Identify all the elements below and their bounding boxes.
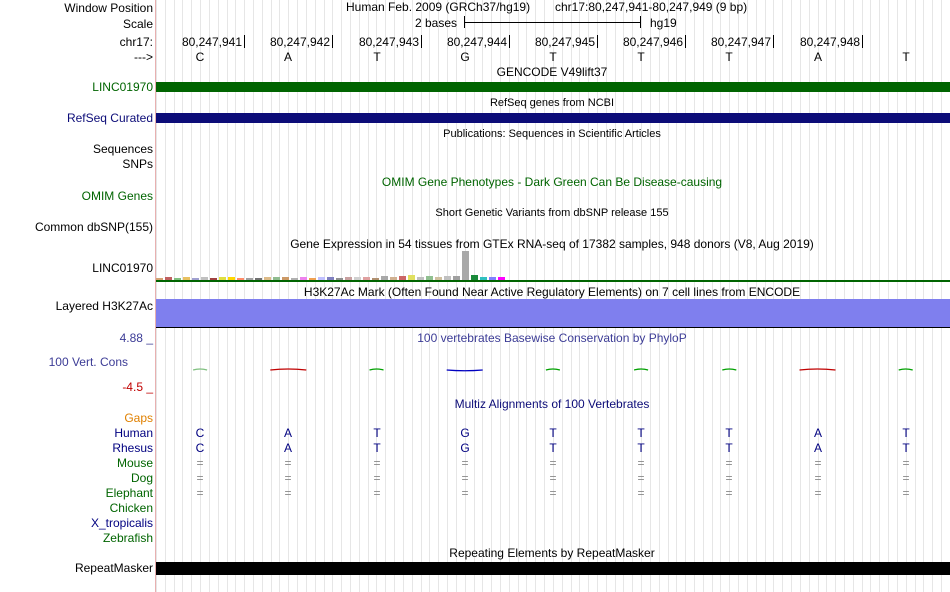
strand-label: --->	[134, 50, 153, 64]
species-label[interactable]: Chicken	[109, 501, 153, 515]
phylop-base-score	[634, 369, 648, 370]
reference-base: T	[902, 50, 910, 64]
snps-label[interactable]: SNPs	[122, 157, 153, 171]
ruler-coordinate: 80,247,945	[534, 35, 595, 49]
phylop-track-label[interactable]: 100 Vert. Cons	[48, 355, 128, 369]
species-base: =	[637, 456, 645, 470]
gtex-expression-bars[interactable]	[156, 251, 950, 280]
species-label[interactable]: Dog	[130, 471, 153, 485]
phylop-min-label: -4.5 _	[122, 380, 153, 394]
reference-base: T	[725, 50, 733, 64]
species-base: C	[195, 441, 205, 455]
phylop-base-score	[193, 369, 207, 370]
omim-track-label[interactable]: OMIM Genes	[81, 189, 153, 203]
gaps-label[interactable]: Gaps	[124, 411, 153, 425]
h3k27ac-signal[interactable]	[156, 299, 950, 327]
gtex-tissue-bar[interactable]	[462, 251, 469, 280]
phylop-max-label: 4.88 _	[119, 331, 153, 345]
ruler-coordinate: 80,247,946	[622, 35, 683, 49]
chrom-label: chr17:	[119, 35, 153, 49]
species-base: T	[902, 441, 910, 455]
refseq-track-label[interactable]: RefSeq Curated	[66, 111, 153, 125]
species-base: T	[373, 441, 381, 455]
species-base: =	[196, 471, 204, 485]
species-base: =	[284, 471, 292, 485]
species-base: T	[637, 441, 645, 455]
repeatmasker-track-label[interactable]: RepeatMasker	[74, 561, 153, 575]
species-base: =	[284, 456, 292, 470]
species-base: =	[284, 486, 292, 500]
ruler-coordinate: 80,247,942	[269, 35, 330, 49]
window-position-label: Window Position	[64, 1, 153, 15]
species-base: T	[902, 426, 910, 440]
phylop-base-score	[447, 370, 483, 371]
species-base: =	[637, 471, 645, 485]
gencode-track-title: GENCODE V49lift37	[496, 65, 608, 79]
species-base: =	[196, 456, 204, 470]
species-base: =	[902, 456, 910, 470]
phylop-base-score	[800, 369, 836, 370]
species-base: =	[902, 486, 910, 500]
phylop-base-score	[546, 369, 560, 370]
species-base: =	[373, 471, 381, 485]
species-base: A	[813, 441, 823, 455]
species-base: A	[813, 426, 823, 440]
species-base: =	[725, 471, 733, 485]
ruler-coordinate: 80,247,947	[710, 35, 771, 49]
h3k27ac-baseline	[156, 327, 950, 328]
species-base: =	[549, 486, 557, 500]
species-label[interactable]: X_tropicalis	[90, 516, 153, 530]
species-base: G	[460, 426, 470, 440]
scale-bar-right-tick	[640, 16, 641, 28]
species-label[interactable]: Zebrafish	[102, 531, 153, 545]
gencode-track-label[interactable]: LINC01970	[92, 80, 153, 94]
ruler-coordinate: 80,247,941	[181, 35, 242, 49]
repeatmasker-element[interactable]	[156, 562, 950, 575]
species-base: =	[902, 471, 910, 485]
species-base: =	[814, 471, 822, 485]
sequences-label[interactable]: Sequences	[92, 142, 153, 156]
ruler-tick	[862, 35, 863, 48]
dbsnp-track-title: Short Genetic Variants from dbSNP release 155	[435, 207, 669, 219]
scale-bar-text: 2 bases	[415, 16, 458, 30]
omim-track-title: OMIM Gene Phenotypes - Dark Green Can Be Disease-causing	[381, 175, 723, 189]
species-base: G	[460, 441, 470, 455]
species-base: =	[725, 486, 733, 500]
phylop-plot	[156, 363, 950, 377]
species-base: =	[549, 456, 557, 470]
dbsnp-track-label[interactable]: Common dbSNP(155)	[34, 220, 153, 234]
species-base: =	[196, 486, 204, 500]
refseq-track-title: RefSeq genes from NCBI	[489, 97, 615, 109]
species-base: T	[549, 426, 557, 440]
phylop-base-score	[370, 369, 384, 370]
ruler-coordinate: 80,247,944	[446, 35, 507, 49]
species-base: =	[814, 486, 822, 500]
scale-label: Scale	[122, 17, 153, 31]
phylop-track-title: 100 vertebrates Basewise Conservation by PhyloP	[417, 331, 687, 345]
gencode-gene-bar[interactable]	[156, 82, 950, 92]
species-base: =	[814, 456, 822, 470]
scale-bar-line	[464, 22, 641, 23]
gtex-track-label[interactable]: LINC01970	[92, 261, 153, 275]
species-base: =	[461, 486, 469, 500]
publications-track-title: Publications: Sequences in Scientific Articles	[443, 128, 661, 140]
species-label[interactable]: Mouse	[116, 456, 153, 470]
phylop-base-score	[270, 369, 306, 370]
species-base: =	[549, 471, 557, 485]
phylop-base-score	[722, 369, 736, 370]
species-base: =	[373, 456, 381, 470]
ruler-coordinate: 80,247,948	[799, 35, 860, 49]
reference-base: A	[813, 50, 823, 64]
species-base: A	[283, 441, 293, 455]
reference-base: G	[460, 50, 470, 64]
gtex-track-title: Gene Expression in 54 tissues from GTEx RNA-seq of 17382 samples, 948 donors (V8, Aug 2019)	[290, 237, 814, 251]
repeatmasker-track-title: Repeating Elements by RepeatMasker	[449, 546, 655, 560]
reference-base: T	[637, 50, 645, 64]
species-label[interactable]: Rhesus	[112, 441, 153, 455]
h3k27ac-track-title: H3K27Ac Mark (Often Found Near Active Regulatory Elements) on 7 cell lines from ENCODE	[303, 285, 801, 299]
species-base: T	[549, 441, 557, 455]
scale-db-text: hg19	[650, 16, 677, 30]
gtex-gene-line	[156, 280, 950, 282]
h3k27ac-track-label[interactable]: Layered H3K27Ac	[55, 299, 153, 313]
species-base: =	[461, 471, 469, 485]
species-base: T	[373, 426, 381, 440]
species-base: A	[283, 426, 293, 440]
species-base: =	[461, 456, 469, 470]
species-base: C	[195, 426, 205, 440]
reference-base: T	[549, 50, 557, 64]
reference-base: T	[373, 50, 381, 64]
species-base: =	[373, 486, 381, 500]
assembly-text: Human Feb. 2009 (GRCh37/hg19)	[346, 0, 531, 14]
species-label[interactable]: Elephant	[105, 486, 153, 500]
species-base: T	[725, 441, 733, 455]
species-label[interactable]: Human	[114, 426, 153, 440]
species-base: =	[725, 456, 733, 470]
refseq-gene-bar[interactable]	[156, 113, 950, 123]
species-base: =	[637, 486, 645, 500]
position-text: chr17:80,247,941-80,247,949 (9 bp)	[555, 0, 748, 14]
phylop-base-score	[899, 369, 913, 370]
species-base: T	[637, 426, 645, 440]
ruler-coordinate: 80,247,943	[358, 35, 419, 49]
phylop-signal[interactable]	[156, 363, 950, 377]
reference-base: C	[195, 50, 205, 64]
reference-base: A	[283, 50, 293, 64]
multiz-track-title: Multiz Alignments of 100 Vertebrates	[454, 397, 650, 411]
species-base: T	[725, 426, 733, 440]
